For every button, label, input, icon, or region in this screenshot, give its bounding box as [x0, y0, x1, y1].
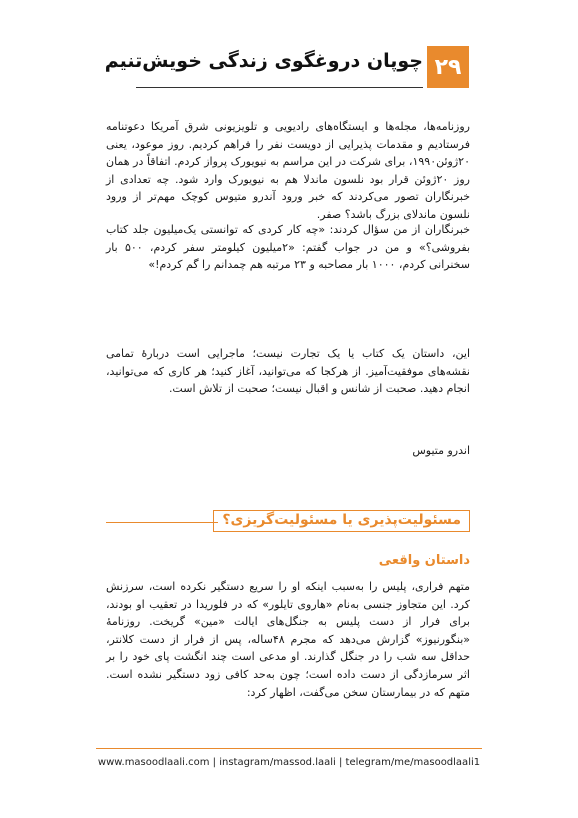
body-paragraph-1 [106, 118, 470, 224]
section-divider [106, 522, 218, 523]
author-name: اندرو متیوس [412, 444, 470, 457]
section-paragraph [106, 578, 470, 701]
footer-divider [96, 748, 482, 749]
paragraph-text: خبرنگاران از من سؤال کردند: «چه کار کردی که توانستی یک‌میلیون جلد کتاب بفروشی؟» و من در جواب گفتم: «۲میلیون کیلومتر سفر کردم، ۵۰۰ بار سخنرانی کردم، ۱۰۰۰ بار مصاحبه و ۲۳ مرتبه هم چمدانم را گم کردم!» [106, 223, 471, 272]
body-paragraph-3 [106, 345, 470, 398]
chapter-title: چوپان دروغگوی زندگی خویش‌تنیم [104, 50, 423, 72]
paragraph-text: روزنامه‌ها، مجله‌ها و ایستگاه‌های رادیویی و تلویزیونی شرق آمریکا دعوتنامه فرستادیم و مقدمات پذیرایی از دویست نفر را فراهم کردیم. روز موعود، یعنی ۲۰ژوئن۱۹۹۰، برای شرکت در این مراسم به نیویورک پرواز کردم. اتفاقاً در همان روز ۲۰ژوئن قرار بود نلسون ماندلا هم به نیویورک وارد شود. چه تعدادی از خبرنگاران تصور می‌کردند که خبر ورود آندرو متیوس کوچک مهم‌تر از ورود نلسون ماندلای بزرگ باشد؟ صفر. [106, 120, 470, 221]
footer-links[interactable]: www.masoodlaali.com | instagram/massod.laali | telegram/me/masoodlaali1 [97, 757, 481, 768]
section-subtitle: داستان واقعی [378, 553, 470, 568]
body-paragraph-2 [106, 221, 470, 274]
paragraph-text: متهم فراری، پلیس را به‌سبب اینکه او را سریع دستگیر نکرده است، سرزنش کرد. این متجاوز جنسی به‌نام «هاروی تایلور» که در فلوریدا در تعقیب او بودند، برای فرار از دست پلیس به جنگل‌های ایالت «مین» گریخت. روزنامهٔ «بنگورنیوز» گزارش می‌دهد که مجرم ۴۸ساله، پس از فرار از دست کلانتر، حداقل سه شب را در جنگل گذارند. او مدعی است چند انگشت پای خود را بر اثر سرمازدگی از دست داده است؛ چون به‌حد کافی زود دستگیر نشده است. متهم که در بیمارستان سخن می‌گفت، اظهار کرد: [106, 580, 470, 699]
author-signature [106, 442, 470, 460]
chapter-header [104, 46, 469, 88]
chapter-number-badge: ۲۹ [427, 46, 469, 88]
section-title: مسئولیت‌پذیری یا مسئولیت‌گریزی؟ [213, 510, 470, 532]
header-underline [136, 87, 423, 88]
paragraph-text: این، داستان یک کتاب یا یک تجارت نیست؛ ماجرایی است دربارهٔ تمامی نقشه‌های موفقیت‌آمیز. از هرکجا که می‌توانید، آغاز کنید؛ هر کاری که می‌توانید، انجام دهید. صحبت از شانس و اقبال نیست؛ صحبت از تلاش است. [106, 347, 470, 396]
